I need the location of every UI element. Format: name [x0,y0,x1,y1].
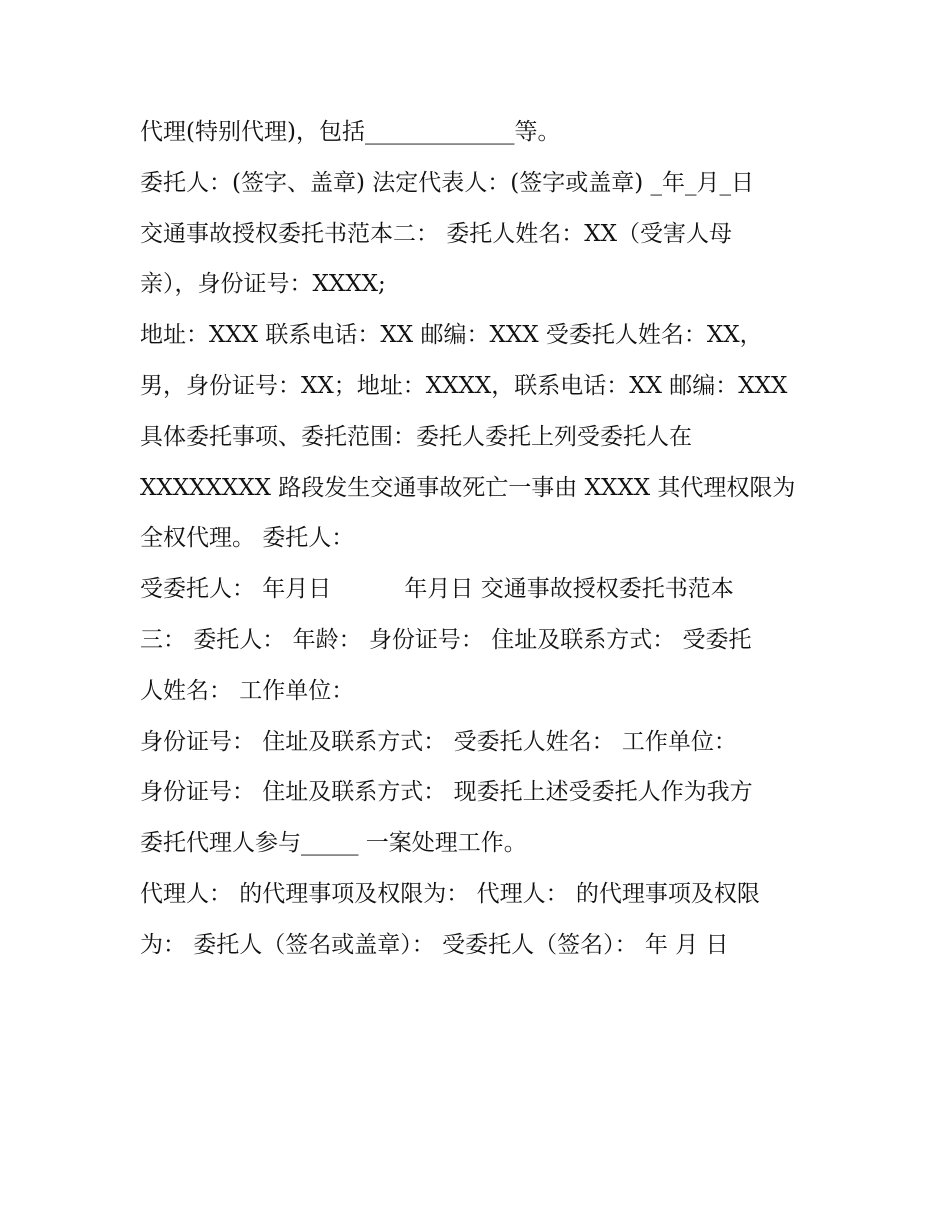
text-line: 代理(特别代理)，包括_____________等。 [140,119,561,145]
text-line: 代理人： 的代理事项及权限为： 代理人： 的代理事项及权限 [140,880,760,907]
text-line: 交通事故授权委托书范本二： 委托人姓名：XX（受害人母 [140,220,733,247]
text-line: XXXXXXXX 路段发生交通事故死亡一事由 XXXX 其代理权限为 [140,474,796,501]
text-line: 人姓名： 工作单位： [140,677,355,704]
text-line: 身份证号： 住址及联系方式： 受委托人姓名： 工作单位： [140,728,737,755]
text-line: 为： 委托人（签名或盖章）： 受委托人（签名）： 年 月 日 [140,931,729,958]
text-line: 委托代理人参与_____ 一案处理工作。 [140,830,527,857]
text-line: 亲），身份证号：XXXX; [140,271,386,298]
text-line: 受委托人： 年月日 年月日 交通事故授权委托书范本 [140,576,734,603]
text-line: 身份证号： 住址及联系方式： 现委托上述受委托人作为我方 [140,779,753,806]
document-body [140,107,830,971]
text-line: 男，身份证号：XX；地址：XXXX，联系电话：XX 邮编：XXX [140,372,788,399]
text-line: 具体委托事项、委托范围：委托人委托上列受委托人在 [140,423,692,450]
text-line: 地址：XXX 联系电话：XX 邮编：XXX 受委托人姓名：XX， [140,322,763,349]
text-line: 三： 委托人： 年龄： 身份证号： 住址及联系方式： 受委托 [140,626,752,653]
text-line: 委托人：(签字、盖章) 法定代表人：(签字或盖章) _年_月_日 [140,169,755,196]
text-line: 全权代理。 委托人： [140,525,355,552]
